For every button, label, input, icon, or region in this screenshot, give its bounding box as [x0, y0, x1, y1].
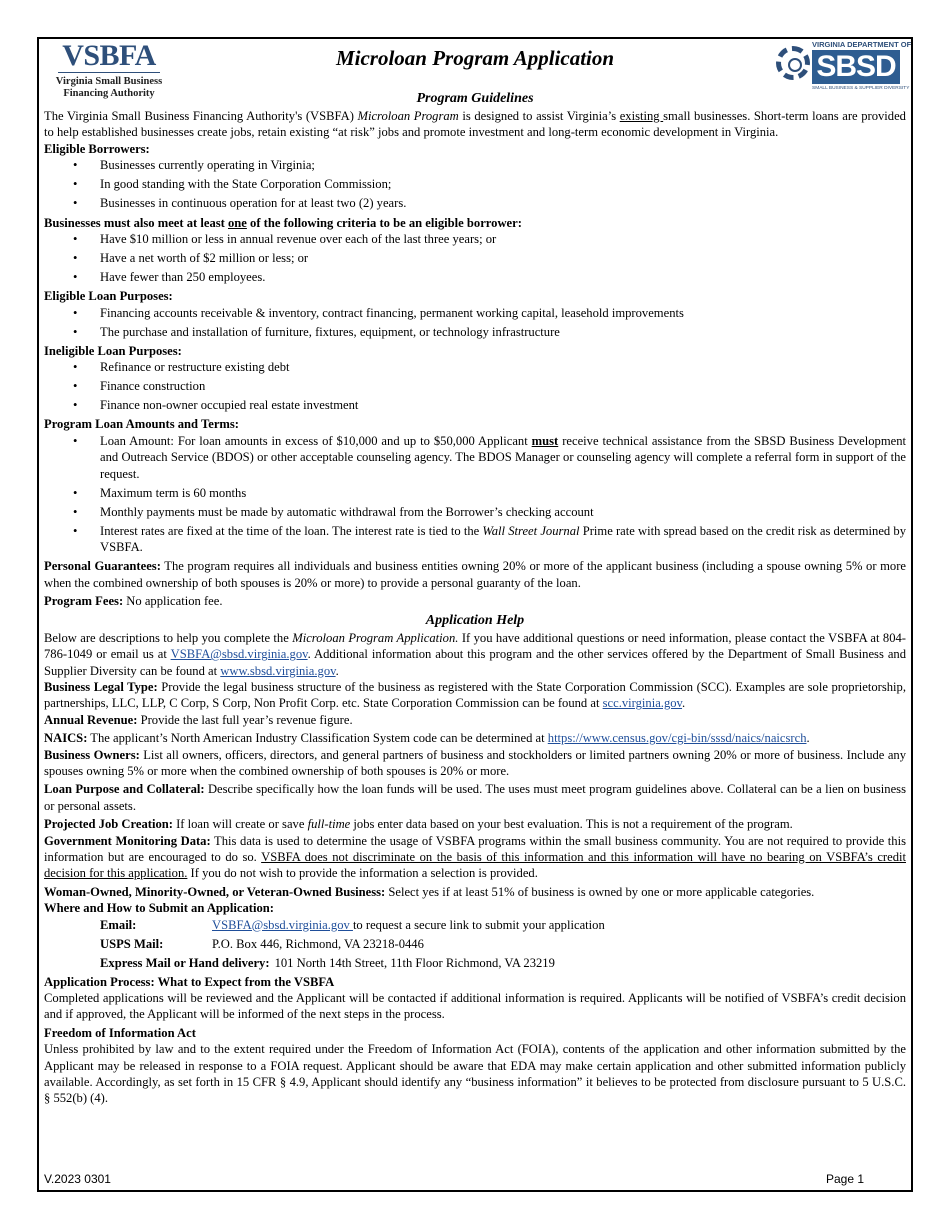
submit-usps-row [44, 936, 906, 952]
scc-link[interactable]: scc.virginia.gov [602, 696, 683, 711]
list-item: • Businesses currently operating in Virginia; [100, 157, 906, 173]
submit-email-label: Email: [100, 917, 137, 932]
guidelines-intro: The Virginia Small Business Financing Authority's (VSBFA) Microloan Program is designed to assist Virginia’s existing small businesses. Short-term loans are provided to help established businesses create jobs, retain existing “at risk” jobs and promote investment and long-term economic development in Virginia. [44, 109, 906, 140]
list-item: • Financing accounts receivable & inventory, contract financing, permanent working capital, leasehold improvements [100, 305, 906, 321]
eligible-purposes-list [44, 305, 906, 341]
list-item: • Finance non-owner occupied real estate investment [100, 397, 906, 413]
list-item: • Have fewer than 250 employees. [100, 269, 906, 285]
submit-usps-label: USPS Mail: [100, 936, 164, 951]
footer-page-number: Page 1 [826, 1172, 865, 1186]
personal-guarantees: Personal Guarantees: The program requires all individuals and business entities owning 20% or more of the applicant business (including a spouse owning 5% or more when the combined ownership of both spouses is 20% or more) to provide a personal guaranty of the loan. [44, 559, 906, 590]
list-item: • Monthly payments must be made by automatic withdrawal from the Borrower’s checking account [100, 504, 906, 520]
criteria-heading: Businesses must also meet at least one of the following criteria to be an eligible borrower: [44, 215, 522, 230]
section-title-help: Application Help [425, 612, 525, 628]
website-link[interactable]: www.sbsd.virginia.gov [220, 663, 336, 678]
list-item: • Refinance or restructure existing debt [100, 359, 906, 375]
vsbfa-logo-mark: VSBFA [58, 40, 160, 73]
list-item: • Have $10 million or less in annual revenue over each of the last three years; or [100, 231, 906, 247]
list-item: • Businesses in continuous operation for at least two (2) years. [100, 195, 906, 211]
criteria-list [44, 231, 906, 286]
list-item: • The purchase and installation of furniture, fixtures, equipment, or technology infrastructure [100, 324, 906, 340]
submit-express-label: Express Mail or Hand delivery: [100, 955, 270, 970]
list-item: • Finance construction [100, 378, 906, 394]
submit-express-address: 101 North 14th Street, 11th Floor Richmond, VA 23219 [274, 955, 555, 970]
terms-list [44, 433, 906, 556]
help-job-creation: Projected Job Creation: If loan will create or save full-time jobs enter data based on your best evaluation. This is not a requirement of the program. [44, 817, 793, 832]
email-link[interactable]: VSBFA@sbsd.virginia.gov [170, 647, 308, 662]
process-text: Completed applications will be reviewed and the Applicant will be contacted if additional information is required. Applicants will be notified of VSBFA’s credit decision and if approved, the Applicant will be informed of the next steps in the process. [44, 991, 906, 1022]
sbsd-logo-bottom: SMALL BUSINESS & SUPPLIER DIVERSITY [812, 86, 910, 91]
page-title: Microloan Program Application [335, 46, 615, 70]
vsbfa-logo-line1: Virginia Small Business [55, 76, 163, 87]
terms-heading: Program Loan Amounts and Terms: [44, 417, 239, 432]
foia-heading: Freedom of Information Act [44, 1025, 196, 1040]
help-monitoring-data: Government Monitoring Data: This data is used to determine the usage of VSBFA programs within the small business community. You are not required to provide this information but are encouraged to do so. VSBFA does not discriminate on the basis of this information and this information will have no bearing on VSBFA’s credit decision for this application. If you do not wish to provide the information a selection is provided. [44, 833, 906, 881]
list-item: • Interest rates are fixed at the time of the loan. The interest rate is tied to the Wall Street Journal Prime rate with spread based on the credit risk as determined by VSBFA. [100, 523, 906, 556]
sbsd-logo [776, 40, 912, 94]
foia-text: Unless prohibited by law and to the extent required under the Freedom of Information Act (FOIA), contents of the application and other information submitted by the Applicant may be released in response to a FOIA request. Applicant should be aware that EDA may make certain application and other submitted information publicly available. Accordingly, as set forth in 15 CFR § 4.9, Applicant should identify any “business information” it believes to be protected from disclosure pursuant to 5 U.S.C. § 552(b) (4). [44, 1042, 906, 1106]
list-item: • In good standing with the State Corporation Commission; [100, 176, 906, 192]
list-item: • Loan Amount: For loan amounts in excess of $10,000 and up to $50,000 Applicant must receive technical assistance from the SBSD Business Development and Outreach Service (BDOS) or other acceptable counseling agency. The BDOS Manager or counseling agency will complete a referral form in support of the request. [100, 433, 906, 482]
submit-email-link[interactable]: VSBFA@sbsd.virginia.gov [212, 917, 353, 932]
document-body [44, 39, 912, 1107]
submit-heading: Where and How to Submit an Application: [44, 901, 274, 916]
help-annual-revenue: Annual Revenue: Provide the last full year’s revenue figure. [44, 712, 353, 727]
submit-email-row: Email: VSBFA@sbsd.virginia.gov to request a secure link to submit your application [100, 917, 605, 932]
section-title-guidelines: Program Guidelines [416, 91, 534, 106]
gear-icon [776, 46, 810, 80]
header [44, 39, 912, 106]
sbsd-logo-top: VIRGINIA DEPARTMENT OF [812, 40, 912, 49]
ineligible-purposes-list [44, 359, 906, 414]
eligible-borrowers-heading: Eligible Borrowers: [44, 141, 150, 156]
help-owned-business: Woman-Owned, Minority-Owned, or Veteran-Owned Business: Select yes if at least 51% of business is owned by one or more applicable categories. [44, 884, 815, 899]
footer-version: V.2023 0301 [44, 1172, 111, 1186]
help-naics: NAICS: The applicant’s North American Industry Classification System code can be determined at https://www.census.gov/cgi-bin/sssd/naics/naicsrch. [44, 731, 810, 746]
eligible-borrowers-list [44, 157, 906, 212]
help-intro: Below are descriptions to help you complete the Microloan Program Application. If you have additional questions or need information, please contact the VSBFA at 804-786-1049 or email us at VSBFA@sbsd.virginia.gov. Additional information about this program and the other services offered by the Department of Small Business and Supplier Diversity can be found at www.sbsd.virginia.gov. [44, 630, 906, 678]
program-fees: Program Fees: No application fee. [44, 594, 223, 609]
help-business-owners: Business Owners: List all owners, officers, directors, and general partners of business and stockholders or limited partners owning 20% or more of business. Include any spouses owning 5% or more when the combined ownership of both spouses is 20% or more. [44, 747, 906, 778]
submit-usps-address: P.O. Box 446, Richmond, VA 23218-0446 [212, 936, 424, 951]
naics-link[interactable]: https://www.census.gov/cgi-bin/sssd/naics/naicsrch [547, 731, 807, 746]
help-loan-purpose: Loan Purpose and Collateral: Describe specifically how the loan funds will be used. The uses must meet program guidelines above. Collateral can be a lien on business or personal assets. [44, 782, 906, 813]
eligible-purposes-heading: Eligible Loan Purposes: [44, 289, 173, 304]
sbsd-logo-mark: SBSD [812, 50, 900, 84]
list-item: • Have a net worth of $2 million or less; or [100, 250, 906, 266]
help-legal-type: Business Legal Type: Provide the legal business structure of the business as registered with the State Corporation Commission (SCC). Examples are sole proprietorship, partnerships, LLC, LLP, C Corp, S Corp, Non Profit Corp. etc. State Corporation Commission can be found at scc.virginia.gov. [44, 679, 906, 711]
process-heading: Application Process: What to Expect from the VSBFA [44, 974, 335, 989]
submit-express-row [44, 955, 906, 971]
ineligible-purposes-heading: Ineligible Loan Purposes: [44, 343, 182, 358]
vsbfa-logo-line2: Financing Authority [63, 87, 155, 99]
list-item: • Maximum term is 60 months [100, 485, 906, 501]
